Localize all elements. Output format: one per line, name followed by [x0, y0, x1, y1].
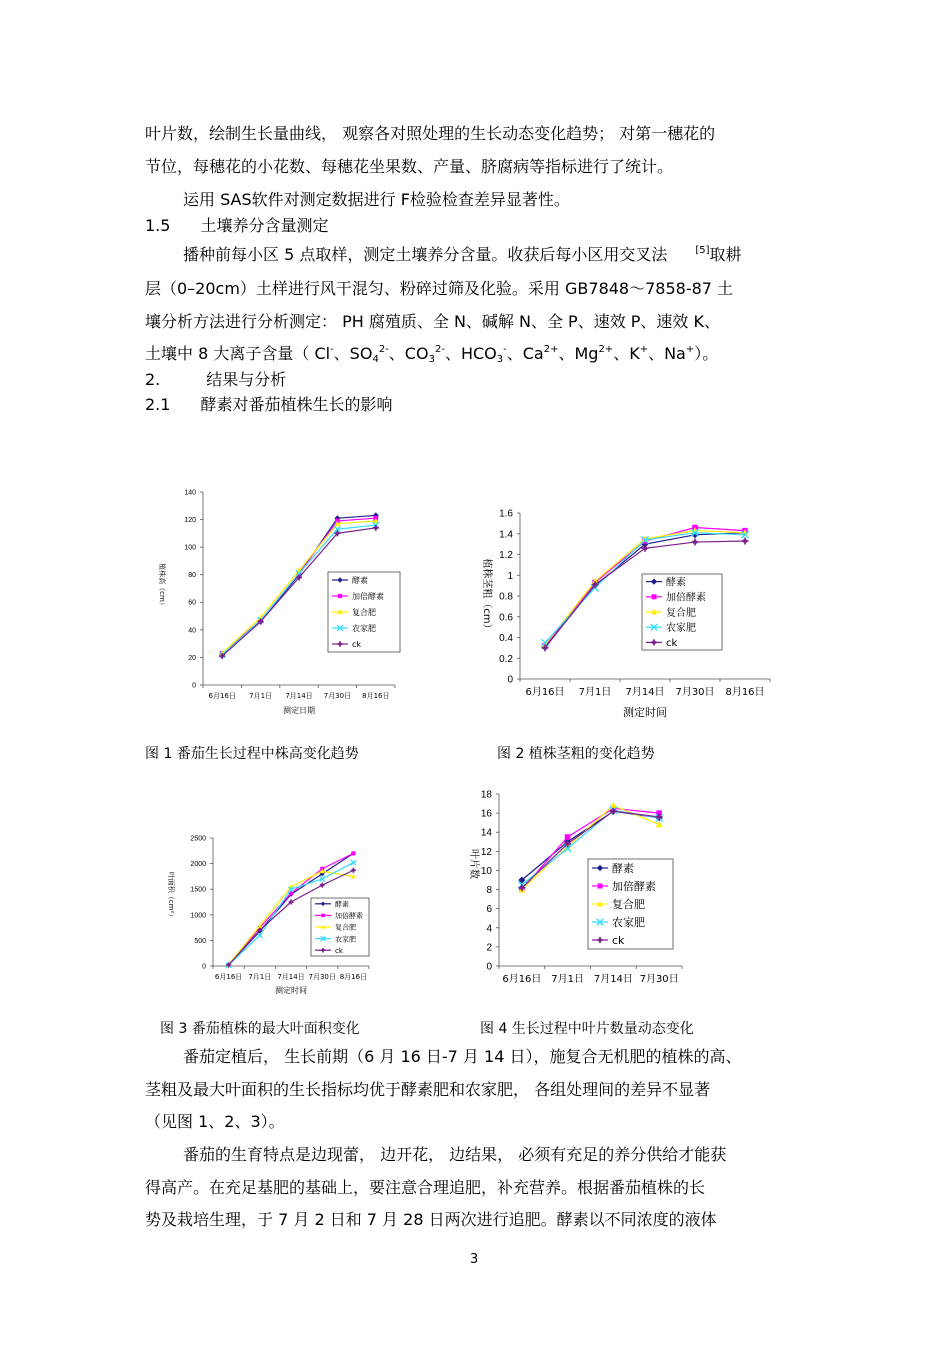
x-tick-label: 7月1日: [578, 687, 612, 698]
y-tick-label: 8: [486, 885, 492, 897]
x-tick-label: 6月16日: [214, 973, 243, 981]
data-point-marker: [652, 641, 655, 644]
legend-label: 加倍酵素: [612, 880, 656, 894]
chart-stem-diameter: [470, 496, 800, 736]
y-tick-label: 1500: [190, 886, 206, 894]
x-axis-label: 测定时间: [275, 986, 307, 995]
y-axis-label: 叶面积（cm²）: [167, 871, 175, 921]
legend-label: ck: [612, 934, 625, 948]
y-tick-label: 40: [188, 627, 196, 635]
superscript: 2+: [598, 344, 614, 355]
chart-svg: [456, 776, 749, 1006]
text-run: 取耕: [709, 245, 742, 264]
legend-label: ck: [352, 640, 362, 650]
legend-label: 加倍酵素: [666, 592, 706, 604]
data-point-marker: [657, 815, 661, 819]
x-tick-label: 6月16日: [525, 687, 565, 698]
text-run: 、HCO: [444, 344, 497, 363]
text-run: 、SO: [333, 344, 373, 363]
legend-label: 酵素: [335, 900, 349, 909]
data-point-marker: [322, 949, 324, 951]
y-tick-label: 12: [480, 846, 492, 858]
y-tick-label: 1.6: [499, 508, 513, 520]
x-axis-label: 测定日期: [283, 706, 315, 715]
section-heading-2-1: [145, 395, 392, 415]
figure-caption-2: 图 2 植株茎粗的变化趋势: [497, 746, 655, 762]
reference-mark: [5]: [695, 245, 710, 256]
data-point-marker: [351, 851, 355, 855]
paragraph-line: 运用 SAS软件对测定数据进行 F检验检查差异显著性。: [183, 190, 570, 209]
figure-caption-4: 图 4 生长过程中叶片数量动态变化: [480, 1021, 694, 1037]
page-number: 3: [470, 1252, 479, 1267]
data-point-marker: [656, 821, 663, 827]
chart-svg: [140, 478, 460, 733]
x-tick-label: 7月1日: [249, 692, 273, 700]
data-point-marker: [336, 532, 339, 535]
x-tick-label: 7月14日: [277, 973, 305, 981]
data-point-marker: [298, 576, 301, 579]
chart-plant-height: [140, 478, 460, 733]
x-tick-label: 8月16日: [362, 692, 390, 700]
data-point-marker: [321, 914, 325, 918]
superscript: +: [685, 344, 695, 355]
y-axis-label: 植株高（cm）: [158, 563, 166, 609]
section-heading-2: [145, 370, 286, 390]
x-tick-label: 7月30日: [675, 687, 715, 698]
superscript: -: [503, 344, 507, 355]
legend-label: ck: [335, 946, 343, 955]
data-point-marker: [374, 526, 377, 529]
paragraph-line: 节位，每穗花的小花数、每穗花坐果数、产量、脐腐病等指标进行了统计。: [145, 157, 674, 176]
text-run: 土壤中 8 大离子含量（ Cl: [145, 344, 331, 363]
text-run: 、K: [613, 344, 640, 363]
x-tick-label: 7月14日: [625, 687, 665, 698]
y-tick-label: 0: [192, 682, 196, 690]
y-tick-label: 0: [507, 674, 513, 686]
data-point-marker: [352, 869, 355, 872]
y-tick-label: 0.6: [499, 612, 513, 624]
y-tick-label: 10: [480, 865, 492, 877]
paragraph-line: [183, 245, 742, 265]
y-tick-label: 0.4: [499, 633, 513, 644]
y-tick-label: 140: [184, 489, 196, 497]
legend-label: 农家肥: [352, 624, 376, 634]
data-point-marker: [651, 594, 656, 599]
x-tick-label: 8月16日: [339, 973, 368, 981]
legend-label: 复合肥: [666, 607, 696, 619]
paragraph-line-ions: [145, 344, 718, 364]
text-run: 播种前每小区 5 点取样，测定土壤养分含量。收获后每小区用交叉法: [183, 245, 668, 264]
chart-svg: [470, 496, 800, 736]
legend-label: 农家肥: [612, 916, 645, 930]
superscript: 2+: [543, 344, 559, 355]
data-point-marker: [339, 643, 342, 646]
paragraph-line: 茎粗及最大叶面积的生长指标均优于酵素肥和农家肥， 各组处理间的差异不显著: [145, 1080, 711, 1099]
data-point-marker: [221, 655, 224, 658]
paragraph-line: 势及栽培生理，于 7 月 2 日和 7 月 28 日两次进行追肥。酵素以不同浓度的液体: [145, 1210, 717, 1229]
section-number: 1.5: [145, 216, 171, 235]
paragraph-line: 叶片数，绘制生长量曲线， 观察各对照处理的生长动态变化趋势； 对第一穗花的: [145, 124, 716, 143]
y-tick-label: 0: [486, 961, 492, 973]
text-run: 、CO: [388, 344, 429, 363]
legend-label: 酵素: [666, 577, 686, 589]
legend-label: 复合肥: [612, 898, 645, 912]
paragraph-line: （见图 1、2、3）。: [145, 1112, 285, 1131]
subscript: 3: [428, 354, 435, 365]
chart-leaf-count: [456, 776, 749, 1006]
y-tick-label: 80: [188, 572, 196, 580]
text-run: 、Ca: [506, 344, 544, 363]
y-tick-label: 0: [202, 963, 206, 971]
paragraph-line: 番茄的生育特点是边现蕾， 边开花， 边结果， 必须有充足的养分供给才能获: [183, 1145, 727, 1164]
data-point-marker: [597, 883, 602, 888]
y-tick-label: 14: [480, 827, 492, 839]
x-tick-label: 7月14日: [285, 692, 313, 700]
section-heading-1-5: [145, 216, 328, 236]
text-run: ）。: [694, 344, 719, 363]
text-run: 、Na: [648, 344, 686, 363]
x-tick-label: 7月1日: [248, 973, 272, 981]
x-tick-label: 7月30日: [308, 973, 336, 981]
legend-label: 酵素: [352, 576, 368, 586]
y-tick-label: 0.8: [499, 591, 513, 603]
superscript: 2-: [378, 344, 389, 355]
y-tick-label: 2000: [190, 861, 206, 869]
legend-label: 酵素: [612, 862, 634, 876]
y-tick-label: 1.4: [499, 529, 513, 541]
x-axis-label: 测定时间: [623, 706, 667, 719]
superscript: 2-: [434, 344, 445, 355]
data-point-marker: [259, 929, 262, 932]
legend-label: 复合肥: [335, 923, 356, 932]
data-point-marker: [612, 809, 616, 813]
data-point-marker: [520, 886, 524, 890]
y-tick-label: 100: [184, 544, 196, 552]
y-tick-label: 4: [486, 923, 492, 935]
superscript: +: [639, 344, 649, 355]
subscript: 4: [372, 354, 379, 365]
legend-label: ck: [666, 638, 678, 650]
data-point-marker: [543, 646, 547, 650]
data-point-marker: [743, 539, 747, 543]
paragraph-line: 得高产。在充足基肥的基础上，要注意合理追肥，补充营养。根据番茄植株的长: [145, 1178, 706, 1197]
x-tick-label: 6月16日: [208, 692, 236, 700]
subscript: 3: [496, 354, 504, 365]
x-tick-label: 7月14日: [593, 974, 633, 985]
legend-label: 加倍酵素: [335, 912, 363, 921]
y-axis-label: 叶片数: [468, 849, 479, 879]
data-point-marker: [565, 834, 571, 840]
section-number: 2.1: [145, 395, 171, 414]
y-tick-label: 60: [188, 599, 196, 607]
section-title: 酵素对番茄植株生长的影响: [200, 395, 393, 414]
data-point-marker: [290, 901, 293, 904]
y-tick-label: 0.2: [499, 653, 513, 665]
y-tick-label: 500: [194, 937, 206, 945]
paragraph-line: 壤分析方法进行分析测定： PH 腐殖质、全 N、碱解 N、全 P、速效 P、速效 K、: [145, 312, 721, 331]
legend-label: 加倍酵素: [352, 592, 384, 602]
x-tick-label: 6月16日: [502, 974, 542, 985]
legend-label: 农家肥: [666, 623, 696, 634]
text-run: 、Mg: [558, 344, 599, 363]
data-point-marker: [598, 938, 601, 941]
y-tick-label: 20: [188, 654, 196, 662]
y-tick-label: 120: [184, 517, 196, 525]
y-tick-label: 2: [486, 942, 492, 954]
data-point-marker: [643, 547, 647, 551]
data-point-marker: [259, 620, 262, 623]
y-tick-label: 1.2: [499, 550, 513, 561]
data-point-marker: [693, 540, 697, 544]
y-tick-label: 18: [480, 789, 492, 801]
y-tick-label: 1: [507, 570, 513, 582]
section-number: 2.: [145, 370, 161, 389]
paragraph-line: 番茄定植后， 生长前期（6 月 16 日-7 月 14 日），施复合无机肥的植株的高、: [183, 1047, 742, 1066]
y-tick-label: 2500: [190, 835, 206, 843]
chart-svg: [145, 826, 450, 1001]
data-point-marker: [351, 860, 356, 865]
data-point-marker: [227, 964, 230, 967]
y-tick-label: 6: [486, 904, 492, 916]
y-tick-label: 1000: [190, 912, 206, 920]
data-point-marker: [593, 583, 597, 587]
data-point-marker: [338, 594, 342, 598]
chart-leaf-area: [145, 826, 450, 1001]
legend-label: 复合肥: [352, 608, 376, 618]
figure-caption-3: 图 3 番茄植株的最大叶面积变化: [160, 1021, 360, 1037]
data-point-marker: [566, 842, 570, 846]
figure-caption-1: 图 1 番茄生长过程中株高变化趋势: [145, 746, 359, 762]
paragraph-line: 层（0–20cm）土样进行风干混匀、粉碎过筛及化验。采用 GB7848～7858-87 土: [145, 279, 734, 298]
legend-label: 农家肥: [335, 935, 356, 944]
section-title: 结果与分析: [206, 370, 287, 389]
section-title: 土壤养分含量测定: [200, 216, 329, 235]
data-point-marker: [321, 884, 324, 887]
y-tick-label: 16: [480, 808, 492, 820]
y-axis-label: 植株茎粗（cm）: [481, 558, 492, 634]
x-tick-label: 7月1日: [551, 974, 584, 985]
x-tick-label: 7月30日: [639, 974, 679, 985]
superscript: -: [330, 344, 334, 355]
x-tick-label: 8月16日: [725, 687, 765, 698]
x-tick-label: 7月30日: [323, 692, 352, 700]
